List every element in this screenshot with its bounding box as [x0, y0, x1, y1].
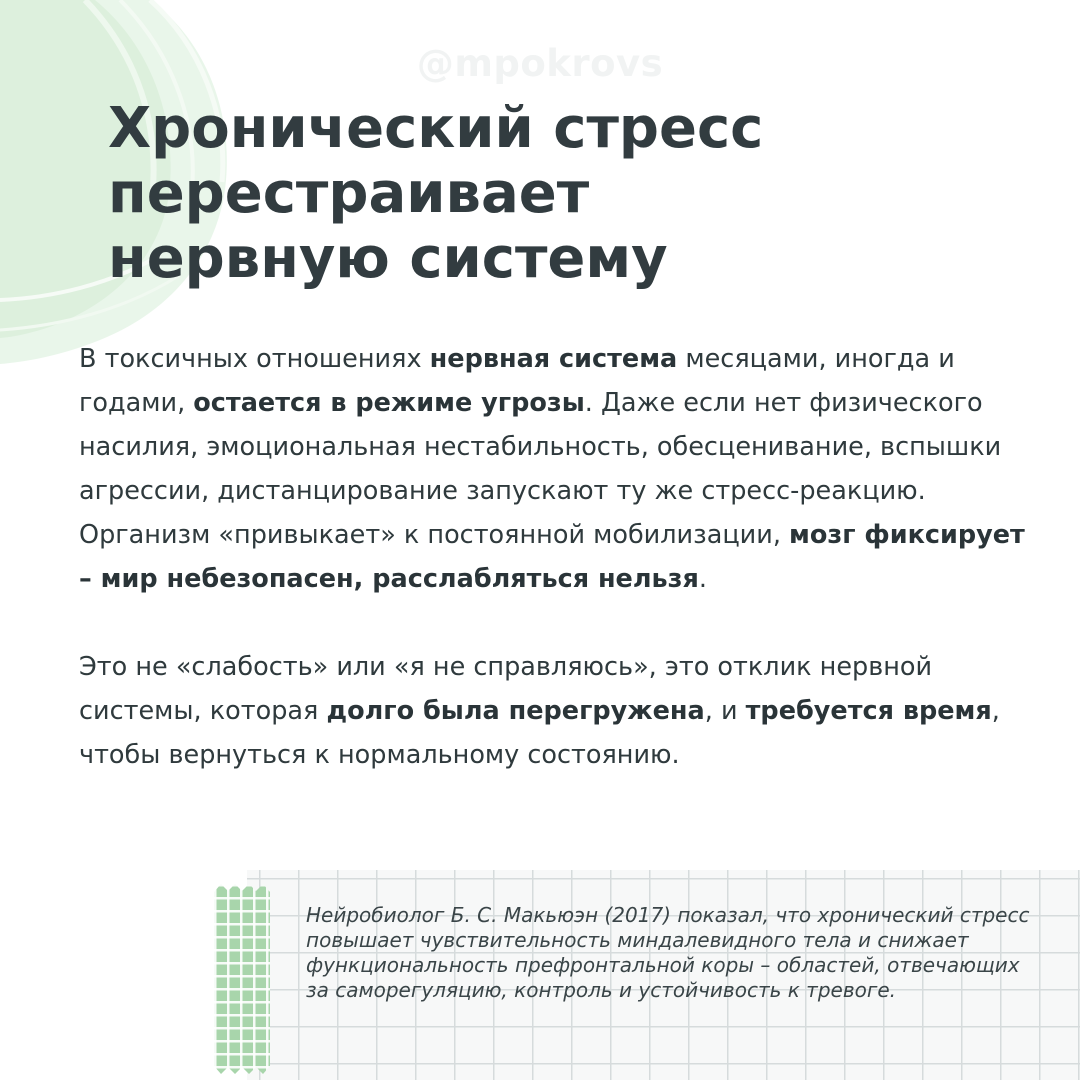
paragraph-1-text-4: .	[698, 564, 707, 594]
green-tape-decoration	[214, 884, 270, 1074]
paragraph-1-text-3: . Даже если нет физического насилия, эмоциональная нестабильность, обесценивание, вспышки агрессии, дистанцирование запускают ту же стресс-реакцию. Организм «привыкает» к постоянной мобилизации,	[79, 388, 1002, 550]
paragraph-2-text-2: , и	[704, 696, 746, 726]
paragraph-2-bold-2: требуется время	[745, 696, 992, 726]
paragraph-2-text-3: , чтобы вернуться к нормальному состоянию.	[79, 696, 1000, 770]
title-line-2: перестраивает	[108, 161, 590, 226]
paragraph-not-weakness	[79, 645, 1044, 777]
paragraph-1-bold-1: нервная система	[429, 344, 678, 374]
paragraph-toxic-relationships	[79, 337, 1044, 601]
paragraph-spacer	[79, 601, 1044, 645]
paragraph-1-text-1: В токсичных отношениях	[79, 344, 430, 374]
page-title	[108, 96, 1008, 291]
paragraph-1-bold-2: остается в режиме угрозы	[193, 388, 585, 418]
watermark-handle: @mpokrovs	[416, 42, 664, 85]
body-text	[79, 337, 1044, 777]
paragraph-1-bold-3: мозг фиксирует – мир небезопасен, расслабляться нельзя	[79, 520, 1025, 594]
paragraph-1-text-2: месяцами, иногда и годами,	[79, 344, 955, 418]
research-note: Нейробиолог Б. С. Макьюэн (2017) показал, что хронический стресс повышает чувствительность миндалевидного тела и снижает функциональность префронтальной коры – областей, отвечающих за саморегуляцию, контроль и устойчивость к тревоге.	[306, 903, 1030, 1002]
title-line-3: нервную систему	[108, 226, 668, 291]
paragraph-2-text-1: Это не «слабость» или «я не справляюсь», это отклик нервной системы, которая	[79, 652, 933, 726]
paragraph-2-bold-1: долго была перегружена	[326, 696, 705, 726]
title-line-1: Хронический стресс	[108, 96, 764, 161]
